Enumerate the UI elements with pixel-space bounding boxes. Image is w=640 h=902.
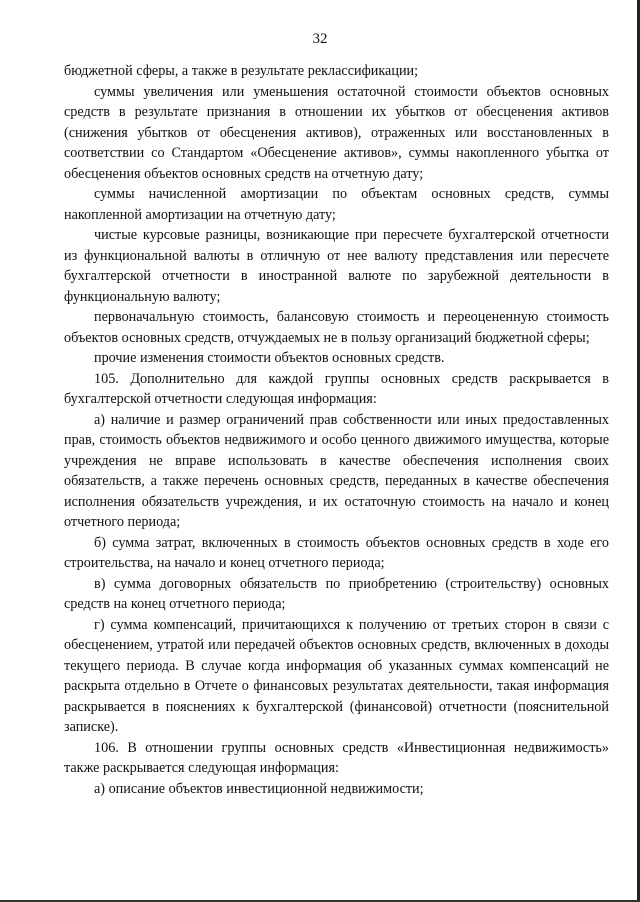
paragraph: б) сумма затрат, включенных в стоимость объектов основных средств в ходе его строительства, на начало и конец отчетного периода; [64, 534, 609, 571]
paragraph: 106. В отношении группы основных средств «Инвестиционная недвижимость» также раскрывается следующая информация: [64, 739, 609, 776]
page-number: 32 [312, 31, 328, 47]
paragraph: прочие изменения стоимости объектов основных средств. [94, 350, 445, 366]
paragraph: а) описание объектов инвестиционной недвижимости; [94, 780, 424, 797]
document-body [64, 61, 609, 799]
paragraph: 105. Дополнительно для каждой группы основных средств раскрывается в бухгалтерской отчетности следующая информация: [64, 370, 609, 407]
paragraph: г) сумма компенсаций, причитающихся к получению от третьих сторон в связи с обесценением, утратой или передачей объектов основных средств, включенных в доходы текущего периода. В случае когда информация об указанных суммах компенсаций не раскрыта отдельно в Отчете о финансовых результатах деятельности, такая информация раскрывается в пояснениях к бухгалтерской (финансовой) отчетности (пояснительной записке). [64, 616, 609, 735]
paragraph: суммы начисленной амортизации по объектам основных средств, суммы накопленной амортизации на отчетную дату; [64, 186, 609, 223]
paragraph: чистые курсовые разницы, возникающие при пересчете бухгалтерской отчетности из функциональной валюты в отличную от нее валюту представления или пересчете бухгалтерской отчетности в иностранной валюте по зарубежной деятельности в функциональную валюту; [64, 227, 609, 305]
paragraph: первоначальную стоимость, балансовую стоимость и переоцененную стоимость объектов основных средств, отчуждаемых не в пользу организаций бюджетной сферы; [64, 309, 609, 346]
paragraph: а) наличие и размер ограничений прав собственности или иных предоставленных прав, стоимость объектов недвижимого и особо ценного движимого имущества, которые учреждения не вправе использовать в качестве обеспечения исполнения своих обязательств, а также перечень основных средств, переданных в качестве обеспечения исполнения обязательств учреждения, и их остаточную стоимость на начало и конец отчетного периода; [64, 411, 609, 530]
paragraph: бюджетной сферы, а также в результате реклассификации; [64, 63, 419, 79]
paragraph: суммы увеличения или уменьшения остаточной стоимости объектов основных средств в результате признания в отношении их убытков от обесценения активов (снижения убытков от обесценения активов), отраженных или восстановленных в соответствии со Стандартом «Обесценение активов», суммы накопленного убытка от обесценения объектов основных средств на отчетную дату; [64, 83, 609, 182]
paragraph: в) сумма договорных обязательств по приобретению (строительству) основных средств на конец отчетного периода; [64, 575, 609, 612]
